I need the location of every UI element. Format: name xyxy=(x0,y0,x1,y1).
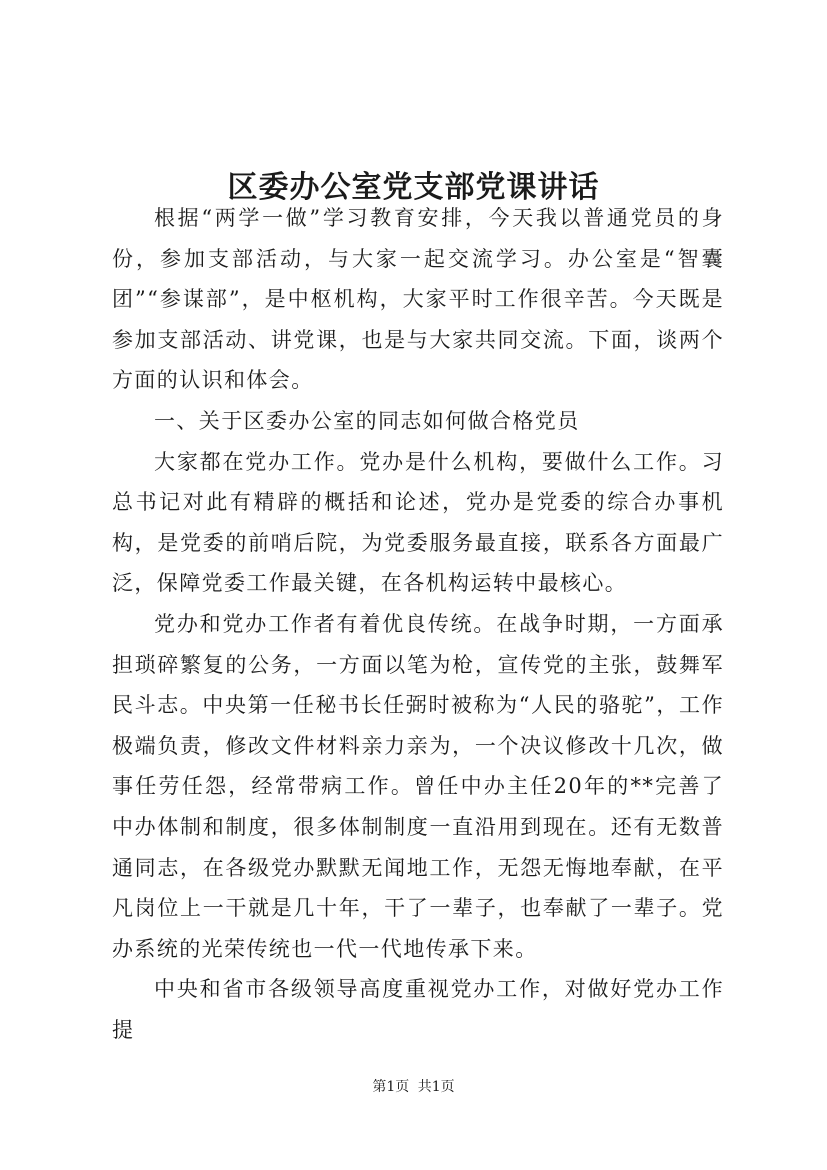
total-pages: 共1页 xyxy=(417,1079,455,1095)
paragraph-party-office-role: 大家都在党办工作。党办是什么机构，要做什么工作。习总书记对此有精辟的概括和论述，党办是党委的综合办事机构，是党委的前哨后院，为党委服务最直接，联系各方面最广泛，保障党委工作最关键，在各机构运转中最核心。 xyxy=(112,449,724,596)
page-number: 第1页 xyxy=(372,1079,410,1095)
document-title: 区委办公室党支部党课讲话 xyxy=(227,170,600,206)
document-body xyxy=(112,198,724,1050)
section-heading-one: 一、关于区委办公室的同志如何做合格党员 xyxy=(154,408,580,433)
paragraph-intro: 根据“两学一做”学习教育安排，今天我以普通党员的身份，参加支部活动，与大家一起交流学习。办公室是“智囊团”“参谋部”，是中枢机构，大家平时工作很辛苦。今天既是参加支部活动、讲党课，也是与大家共同交流。下面，谈两个方面的认识和体会。 xyxy=(112,206,724,393)
paragraph-fine-tradition: 党办和党办工作者有着优良传统。在战争时期，一方面承担琐碎繁复的公务，一方面以笔为枪，宣传党的主张，鼓舞军民斗志。中央第一任秘书长任弼时被称为“人民的骆驼”，工作极端负责，修改文件材料亲力亲为，一个决议修改十几次，做事任劳任怨，经常带病工作。曾任中办主任20年的**完善了中办体制和制度，很多体制制度一直沿用到现在。还有无数普通同志，在各级党办默默无闻地工作，无怨无悔地奉献，在平凡岗位上一干就是几十年，干了一辈子，也奉献了一辈子。党办系统的光荣传统也一代一代地传承下来。 xyxy=(112,611,724,961)
page-footer xyxy=(0,1077,827,1097)
paragraph-leadership-attention: 中央和省市各级领导高度重视党办工作，对做好党办工作提 xyxy=(112,977,724,1042)
